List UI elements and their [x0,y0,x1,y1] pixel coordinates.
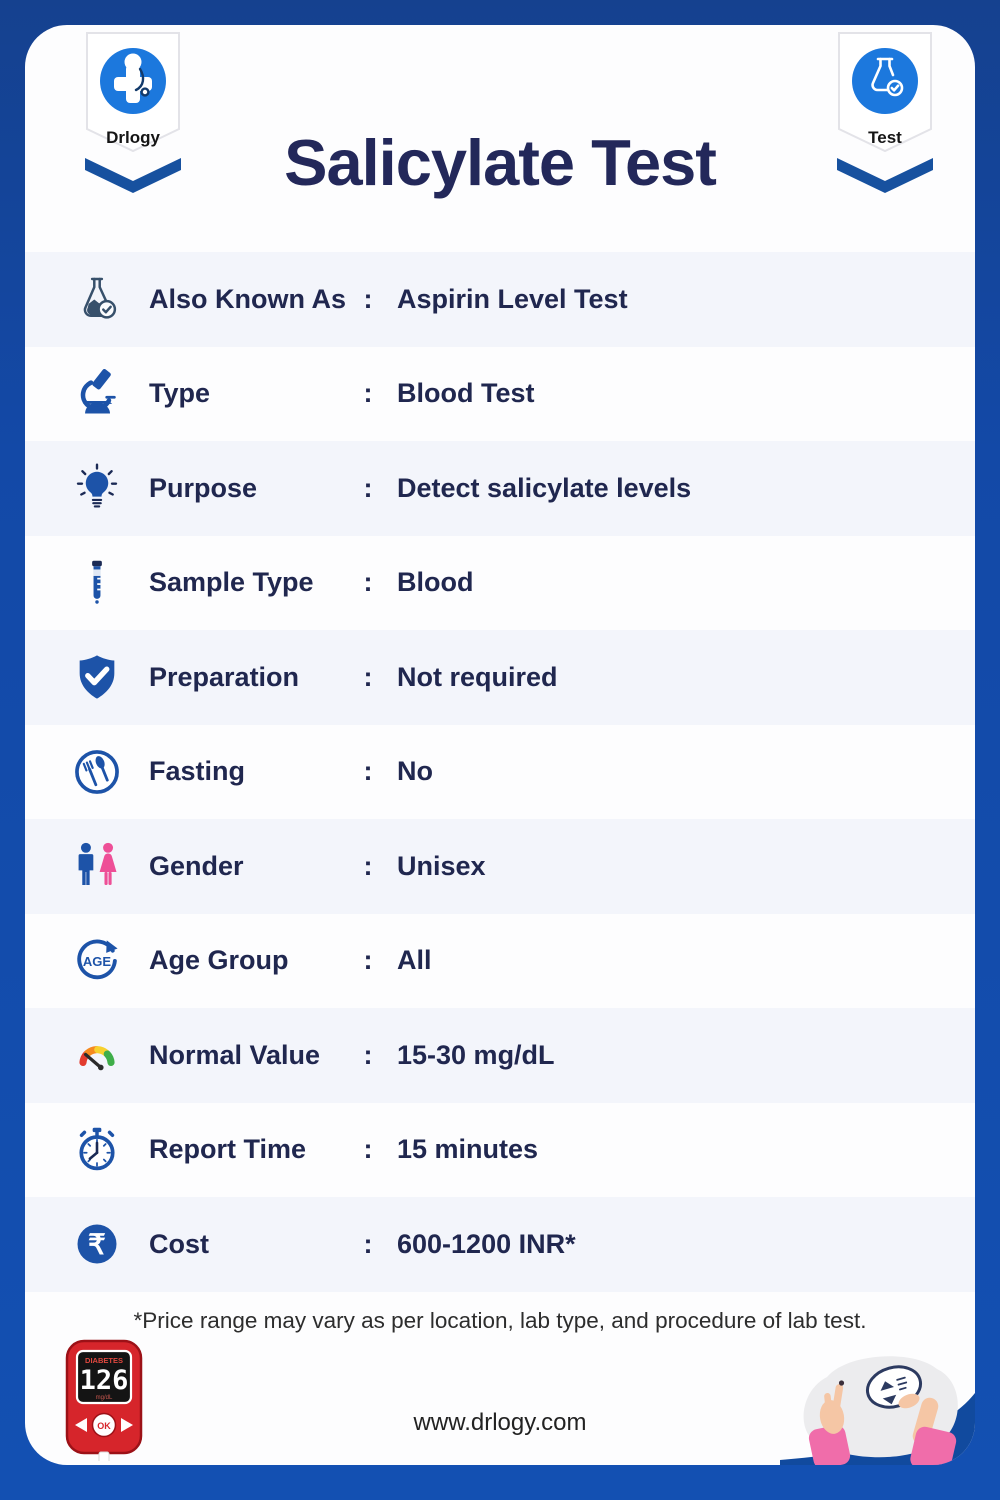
row-separator: : [363,945,373,976]
header [25,25,975,252]
row-fasting [25,725,975,820]
meter-reading: 126 [79,1365,129,1396]
row-separator: : [363,283,373,314]
row-value: Aspirin Level Test [397,283,628,314]
test-info-table [25,252,975,1292]
price-disclaimer: *Price range may vary as per location, lab type, and procedure of lab test. [133,1307,867,1333]
row-sample-type [25,536,975,631]
flask-check-icon [71,273,123,325]
row-label: Sample Type [149,567,314,598]
row-label: Preparation [149,661,300,692]
rupee-icon [71,1218,123,1270]
row-label: Purpose [149,472,258,503]
row-value: 15 minutes [397,1134,539,1165]
age-cycle-icon [71,935,123,987]
row-separator: : [363,1039,373,1070]
row-value: No [397,756,433,787]
logo-label: Drlogy [106,128,160,147]
male-female-icon [71,840,123,892]
row-label: Report Time [149,1134,307,1165]
blood-drop [839,1380,844,1385]
row-separator: : [363,850,373,881]
row-type [25,347,975,442]
row-cost [25,1197,975,1292]
meter-unit: mg/dL [95,1395,113,1401]
row-value: Detect salicylate levels [397,472,692,503]
cutlery-icon [71,746,123,798]
website-url: www.drlogy.com [413,1409,587,1436]
row-separator: : [363,472,373,503]
row-gender [25,819,975,914]
row-separator: : [363,567,373,598]
info-card [25,25,975,1465]
row-separator: : [363,1134,373,1165]
rupee-symbol: ₹ [88,1229,106,1260]
meter-ok-button-label: OK [97,1421,111,1431]
row-age-group [25,914,975,1009]
male-figure [79,843,94,885]
row-value: 600-1200 INR* [397,1228,576,1259]
row-separator: : [363,661,373,692]
row-value: Blood [397,567,474,598]
row-separator: : [363,756,373,787]
page-title: Salicylate Test [284,126,716,199]
row-value: All [397,945,432,976]
row-label: Cost [149,1228,209,1259]
row-separator: : [363,1228,373,1259]
age-icon-text: AGE [82,953,112,969]
stopwatch-icon [71,1124,123,1176]
test-tube-icon [71,557,123,609]
row-value: 15-30 mg/dL [397,1039,555,1070]
female-figure [100,843,117,885]
lightbulb-icon [71,462,123,514]
row-value: Not required [397,661,558,692]
glucose-meter-illustration [53,1339,155,1461]
row-label: Gender [149,850,244,881]
footer [25,1340,975,1465]
row-label: Age Group [149,945,289,976]
row-label: Also Known As [149,283,347,314]
row-label: Type [149,378,211,409]
row-label: Fasting [149,756,246,787]
shield-check-icon [71,651,123,703]
row-preparation [25,630,975,725]
row-report-time [25,1103,975,1198]
row-value: Blood Test [397,378,535,409]
gauge-icon [71,1029,123,1081]
row-purpose [25,441,975,536]
row-label: Normal Value [149,1039,321,1070]
row-normal-value [25,1008,975,1103]
row-separator: : [363,378,373,409]
row-also-known-as [25,252,975,347]
test-badge-label: Test [868,128,902,147]
hands-with-meter-illustration [791,1349,969,1465]
microscope-icon [71,368,123,420]
meter-brand-label: DIABETES [85,1356,123,1365]
row-value: Unisex [397,850,486,881]
